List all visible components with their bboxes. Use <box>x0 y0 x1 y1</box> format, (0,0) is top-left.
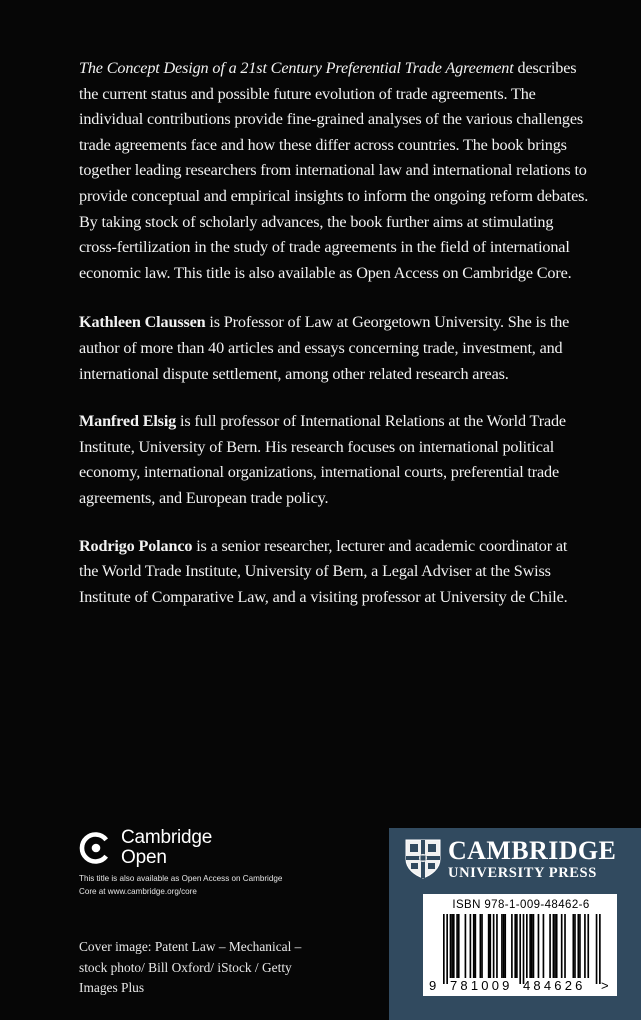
author-bio <box>79 409 589 511</box>
barcode-bar <box>587 914 589 978</box>
barcode-bar <box>543 914 545 978</box>
barcode-right-digits: 484626 <box>523 978 586 993</box>
isbn-barcode <box>423 894 617 996</box>
barcode-bar <box>489 914 491 978</box>
barcode-bar <box>473 914 475 978</box>
description-text: describes the current status and possible future evolution of trade agreements. The individual contributions provide fine-grained analyses of the various challenges trade agreements face and how these differ across countries. The book brings together leading researchers from international law and international relations to provide conceptual and empirical insights to inform the ongoing reform debates. By taking stock of scholarly advances, the book further aims at stimulating cross-fertilization in the study of trade agreements in the field of international economic law. This title is also available as Open Access on Cambridge Core. <box>79 59 589 282</box>
barcode-bar <box>533 914 535 978</box>
barcode-bar <box>561 914 563 978</box>
barcode-bar <box>516 914 518 978</box>
barcode-bar <box>556 914 558 978</box>
barcode-bar <box>529 914 531 978</box>
barcode-bar <box>488 914 490 978</box>
barcode-bar <box>496 914 498 978</box>
barcode-bar <box>458 914 460 978</box>
barcode-bar <box>519 914 521 984</box>
barcode-left-digits: 781009 <box>450 978 513 993</box>
barcode-bar <box>443 914 445 984</box>
barcode-bar <box>554 914 556 978</box>
barcode-bar <box>453 914 455 978</box>
author-bio <box>79 310 589 387</box>
barcode-digits <box>423 978 617 994</box>
barcode-bar <box>481 914 483 978</box>
barcode-bar <box>465 914 467 978</box>
open-logo-line2: Open <box>121 847 167 868</box>
barcode-bar <box>599 914 601 984</box>
barcode-bar <box>549 914 551 978</box>
publisher-name <box>448 837 638 882</box>
book-description <box>79 56 589 286</box>
back-cover-blurb <box>79 56 589 632</box>
barcode-bar <box>446 914 448 984</box>
barcode-bar <box>475 914 477 978</box>
open-access-note: This title is also available as Open Access on Cambridge Core at www.cambridge.org/core <box>79 874 283 896</box>
cover-image-credit: Cover image: Patent Law – Mechanical – stock photo/ Bill Oxford/ iStock / Getty Images Plus <box>79 939 302 995</box>
author-bio <box>79 534 589 611</box>
barcode-bar <box>596 914 598 984</box>
university-shield-icon <box>405 839 441 879</box>
barcode-bar <box>456 914 458 978</box>
author-bio-text: is full professor of International Relations at the World Trade Institute, University of Bern. His research focuses on international political economy, international organizations, international courts, preferential trade agreements, and European trade policy. <box>79 412 566 507</box>
barcode-bar <box>503 914 505 978</box>
barcode-bar <box>480 914 482 978</box>
cambridge-open-logo <box>79 826 212 870</box>
author-bio-text: is a senior researcher, lecturer and academic coordinator at the World Trade Institute, University of Bern, a Legal Adviser at the Swiss Institute of Comparative Law, and a visiting professor at University de Chile. <box>79 536 568 606</box>
author-name: Manfred Elsig <box>79 412 177 431</box>
barcode-bar <box>531 914 533 978</box>
barcode-bar <box>574 914 576 978</box>
book-title: The Concept Design of a 21st Century Preferential Trade Agreement <box>79 59 514 77</box>
barcode-trailing-mark: > <box>601 978 609 993</box>
barcode-bar <box>553 914 555 978</box>
barcode-bar <box>526 914 528 978</box>
barcode-bar <box>572 914 574 978</box>
barcode-bar <box>538 914 540 978</box>
open-logo-line1: Cambridge <box>121 827 213 848</box>
barcode-bar <box>584 914 586 978</box>
barcode-bar <box>514 914 516 978</box>
barcode-lead-digit: 9 <box>429 978 437 993</box>
author-name: Kathleen Claussen <box>79 313 206 332</box>
barcode-bar <box>511 914 513 978</box>
author-name: Rodrigo Polanco <box>79 536 193 555</box>
barcode-bar <box>493 914 495 978</box>
barcode-bar <box>450 914 452 978</box>
barcode-bar <box>504 914 506 978</box>
barcode-bar <box>564 914 566 978</box>
open-access-icon <box>79 831 113 865</box>
publisher-line1: CAMBRIDGE <box>448 836 617 865</box>
barcode-bar <box>577 914 579 978</box>
cambridge-open-wordmark <box>121 828 212 868</box>
publisher-line2: UNIVERSITY PRESS <box>448 865 597 881</box>
author-bio-text: is Professor of Law at Georgetown University. She is the author of more than 40 articles and essays concerning trade, investment, and international dispute settlement, among other related research areas. <box>79 313 570 383</box>
barcode-bar <box>501 914 503 978</box>
publisher-panel <box>389 828 641 1020</box>
barcode-bar <box>523 914 525 984</box>
barcode-bar <box>451 914 453 978</box>
barcode-bar <box>579 914 581 978</box>
barcode-bar <box>470 914 472 978</box>
isbn-label: ISBN 978-1-009-48462-6 <box>452 899 590 911</box>
